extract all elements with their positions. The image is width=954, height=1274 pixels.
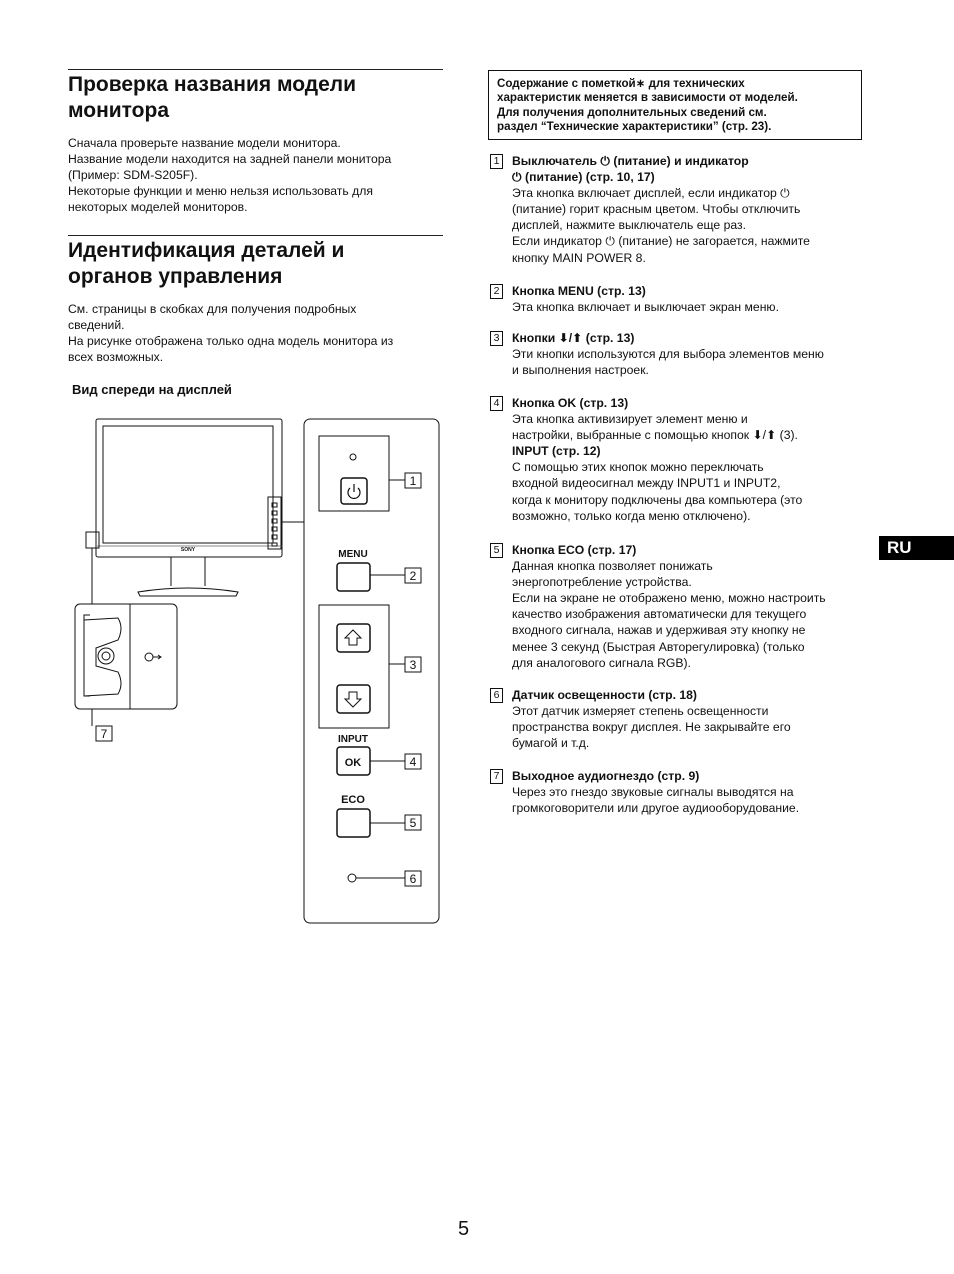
page-number: 5 [458,1218,470,1240]
item-2-number: 2 [490,284,503,299]
control-panel [304,419,439,923]
monitor-stand-base [138,588,238,596]
item-1-number: 1 [490,154,503,169]
input-label: INPUT [338,734,368,745]
up-button [337,624,370,652]
callout-3: 3 [409,658,417,672]
model-note-box: Содержание с пометкой∗ для технических характеристик меняется в зависимости от моделей. Для получения дополнительных сведений см. раздел “Технические характеристики” (стр. 23). [488,70,862,140]
audio-jack [98,648,114,664]
menu-button [337,563,370,591]
callout-7: 7 [100,727,108,741]
callout-6: 6 [409,872,417,886]
menu-label: MENU [338,549,368,560]
eco-button [337,809,370,837]
item-3-number: 3 [490,331,503,346]
callout-1: 1 [409,474,417,488]
item-5-number: 5 [490,543,503,558]
down-button [337,685,370,713]
callout-5: 5 [409,816,417,830]
item-7-number: 7 [490,769,503,784]
section2-title: Идентификация деталей и органов управления [68,239,345,288]
monitor-stand-neck [171,557,205,586]
section1-body: Сначала проверьте название модели монитора. Название модели находится на задней панели монитора (Пример: SDM-S205F). Некоторые функции и меню нельзя использовать для некоторых моделей мониторов. [68,136,392,215]
item-4-number: 4 [490,396,503,411]
monitor-screen [103,426,273,543]
brand-logo: SONY [180,547,196,553]
item-6-number: 6 [490,688,503,703]
callout-2: 2 [409,569,417,583]
language-tab: RU [879,536,954,560]
figure-subheading: Вид спереди на дисплей [72,382,232,397]
callout-4: 4 [409,755,417,769]
section2-body: См. страницы в скобках для получения подробных сведений. На рисунке отображена только одна модель монитора из всех возможных. [68,302,394,365]
monitor-bezel [96,419,282,557]
section1-title: Проверка названия модели монитора [68,73,357,122]
eco-label: ECO [341,794,365,806]
ok-label: OK [344,757,362,769]
light-sensor [348,874,356,882]
